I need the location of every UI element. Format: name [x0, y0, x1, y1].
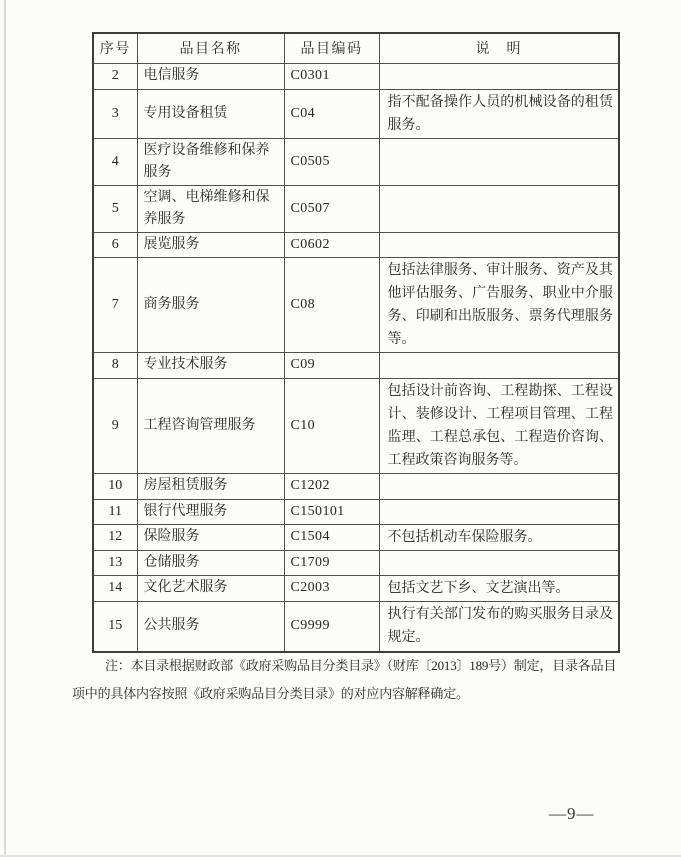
cell-no: 4 [93, 138, 137, 185]
cell-name: 保险服务 [137, 524, 284, 550]
cell-no: 5 [93, 185, 137, 232]
cell-no: 10 [93, 473, 137, 499]
cell-name: 商务服务 [137, 257, 284, 352]
cell-code: C9999 [284, 601, 379, 652]
table-row [93, 378, 619, 473]
cell-code: C1202 [284, 473, 379, 499]
cell-desc [379, 63, 619, 89]
table-row [93, 352, 619, 378]
cell-desc [379, 473, 619, 499]
cell-name: 仓储服务 [137, 550, 284, 575]
table-row [93, 473, 619, 499]
table-row [93, 232, 619, 257]
cell-desc: 包括法律服务、审计服务、资产及其他评估服务、广告服务、职业中介服务、印刷和出版服务、票务代理服务等。 [379, 257, 619, 352]
cell-code: C0602 [284, 232, 379, 257]
table-row [93, 185, 619, 232]
scan-edge-artifact [4, 0, 6, 857]
cell-desc [379, 138, 619, 185]
table-body [93, 63, 619, 652]
cell-name: 医疗设备维修和保养服务 [137, 138, 284, 185]
cell-no: 3 [93, 89, 137, 138]
table-row [93, 89, 619, 138]
cell-no: 8 [93, 352, 137, 378]
table-row [93, 63, 619, 89]
cell-code: C0507 [284, 185, 379, 232]
cell-name: 银行代理服务 [137, 499, 284, 524]
cell-desc [379, 352, 619, 378]
col-header-index: 序号 [93, 33, 137, 63]
col-header-desc: 说 明 [379, 33, 619, 63]
cell-no: 7 [93, 257, 137, 352]
footnote-line-1: 注：本目录根据财政部《政府采购品目分类目录》（财库〔2013〕189号）制定，目录各品目 [105, 658, 617, 673]
cell-name: 文化艺术服务 [137, 575, 284, 601]
cell-desc [379, 185, 619, 232]
cell-code: C09 [284, 352, 379, 378]
cell-desc [379, 550, 619, 575]
table-row [93, 601, 619, 652]
cell-name: 空调、电梯维修和保养服务 [137, 185, 284, 232]
cell-no: 12 [93, 524, 137, 550]
cell-code: C10 [284, 378, 379, 473]
cell-desc: 包括文艺下乡、文艺演出等。 [379, 575, 619, 601]
table-row [93, 524, 619, 550]
cell-name: 公共服务 [137, 601, 284, 652]
col-header-code: 品目编码 [284, 33, 379, 63]
cell-desc [379, 499, 619, 524]
cell-name: 展览服务 [137, 232, 284, 257]
cell-no: 9 [93, 378, 137, 473]
table-row [93, 138, 619, 185]
header-row [93, 33, 619, 63]
cell-no: 13 [93, 550, 137, 575]
cell-code: C2003 [284, 575, 379, 601]
cell-desc: 不包括机动车保险服务。 [379, 524, 619, 550]
table-row [93, 257, 619, 352]
cell-name: 工程咨询管理服务 [137, 378, 284, 473]
cell-no: 11 [93, 499, 137, 524]
footnote [72, 652, 632, 708]
cell-name: 专业技术服务 [137, 352, 284, 378]
cell-code: C1504 [284, 524, 379, 550]
cell-name: 房屋租赁服务 [137, 473, 284, 499]
procurement-items-table [92, 32, 620, 653]
cell-desc: 指不配备操作人员的机械设备的租赁服务。 [379, 89, 619, 138]
cell-name: 电信服务 [137, 63, 284, 89]
page-number: —9— [549, 804, 595, 823]
cell-no: 14 [93, 575, 137, 601]
cell-code: C0301 [284, 63, 379, 89]
cell-no: 15 [93, 601, 137, 652]
col-header-name: 品目名称 [137, 33, 284, 63]
table-row [93, 550, 619, 575]
cell-code: C0505 [284, 138, 379, 185]
cell-no: 6 [93, 232, 137, 257]
cell-desc: 包括设计前咨询、工程勘探、工程设计、装修设计、工程项目管理、工程监理、工程总承包、工程造价咨询、工程政策咨询服务等。 [379, 378, 619, 473]
cell-desc [379, 232, 619, 257]
cell-code: C08 [284, 257, 379, 352]
table-header [93, 33, 619, 63]
cell-code: C04 [284, 89, 379, 138]
footnote-line-2: 项中的具体内容按照《政府采购品目分类目录》的对应内容解释确定。 [72, 686, 469, 701]
table-row [93, 499, 619, 524]
cell-no: 2 [93, 63, 137, 89]
cell-name: 专用设备租赁 [137, 89, 284, 138]
cell-code: C150101 [284, 499, 379, 524]
cell-code: C1709 [284, 550, 379, 575]
cell-desc: 执行有关部门发布的购买服务目录及规定。 [379, 601, 619, 652]
table-row [93, 575, 619, 601]
